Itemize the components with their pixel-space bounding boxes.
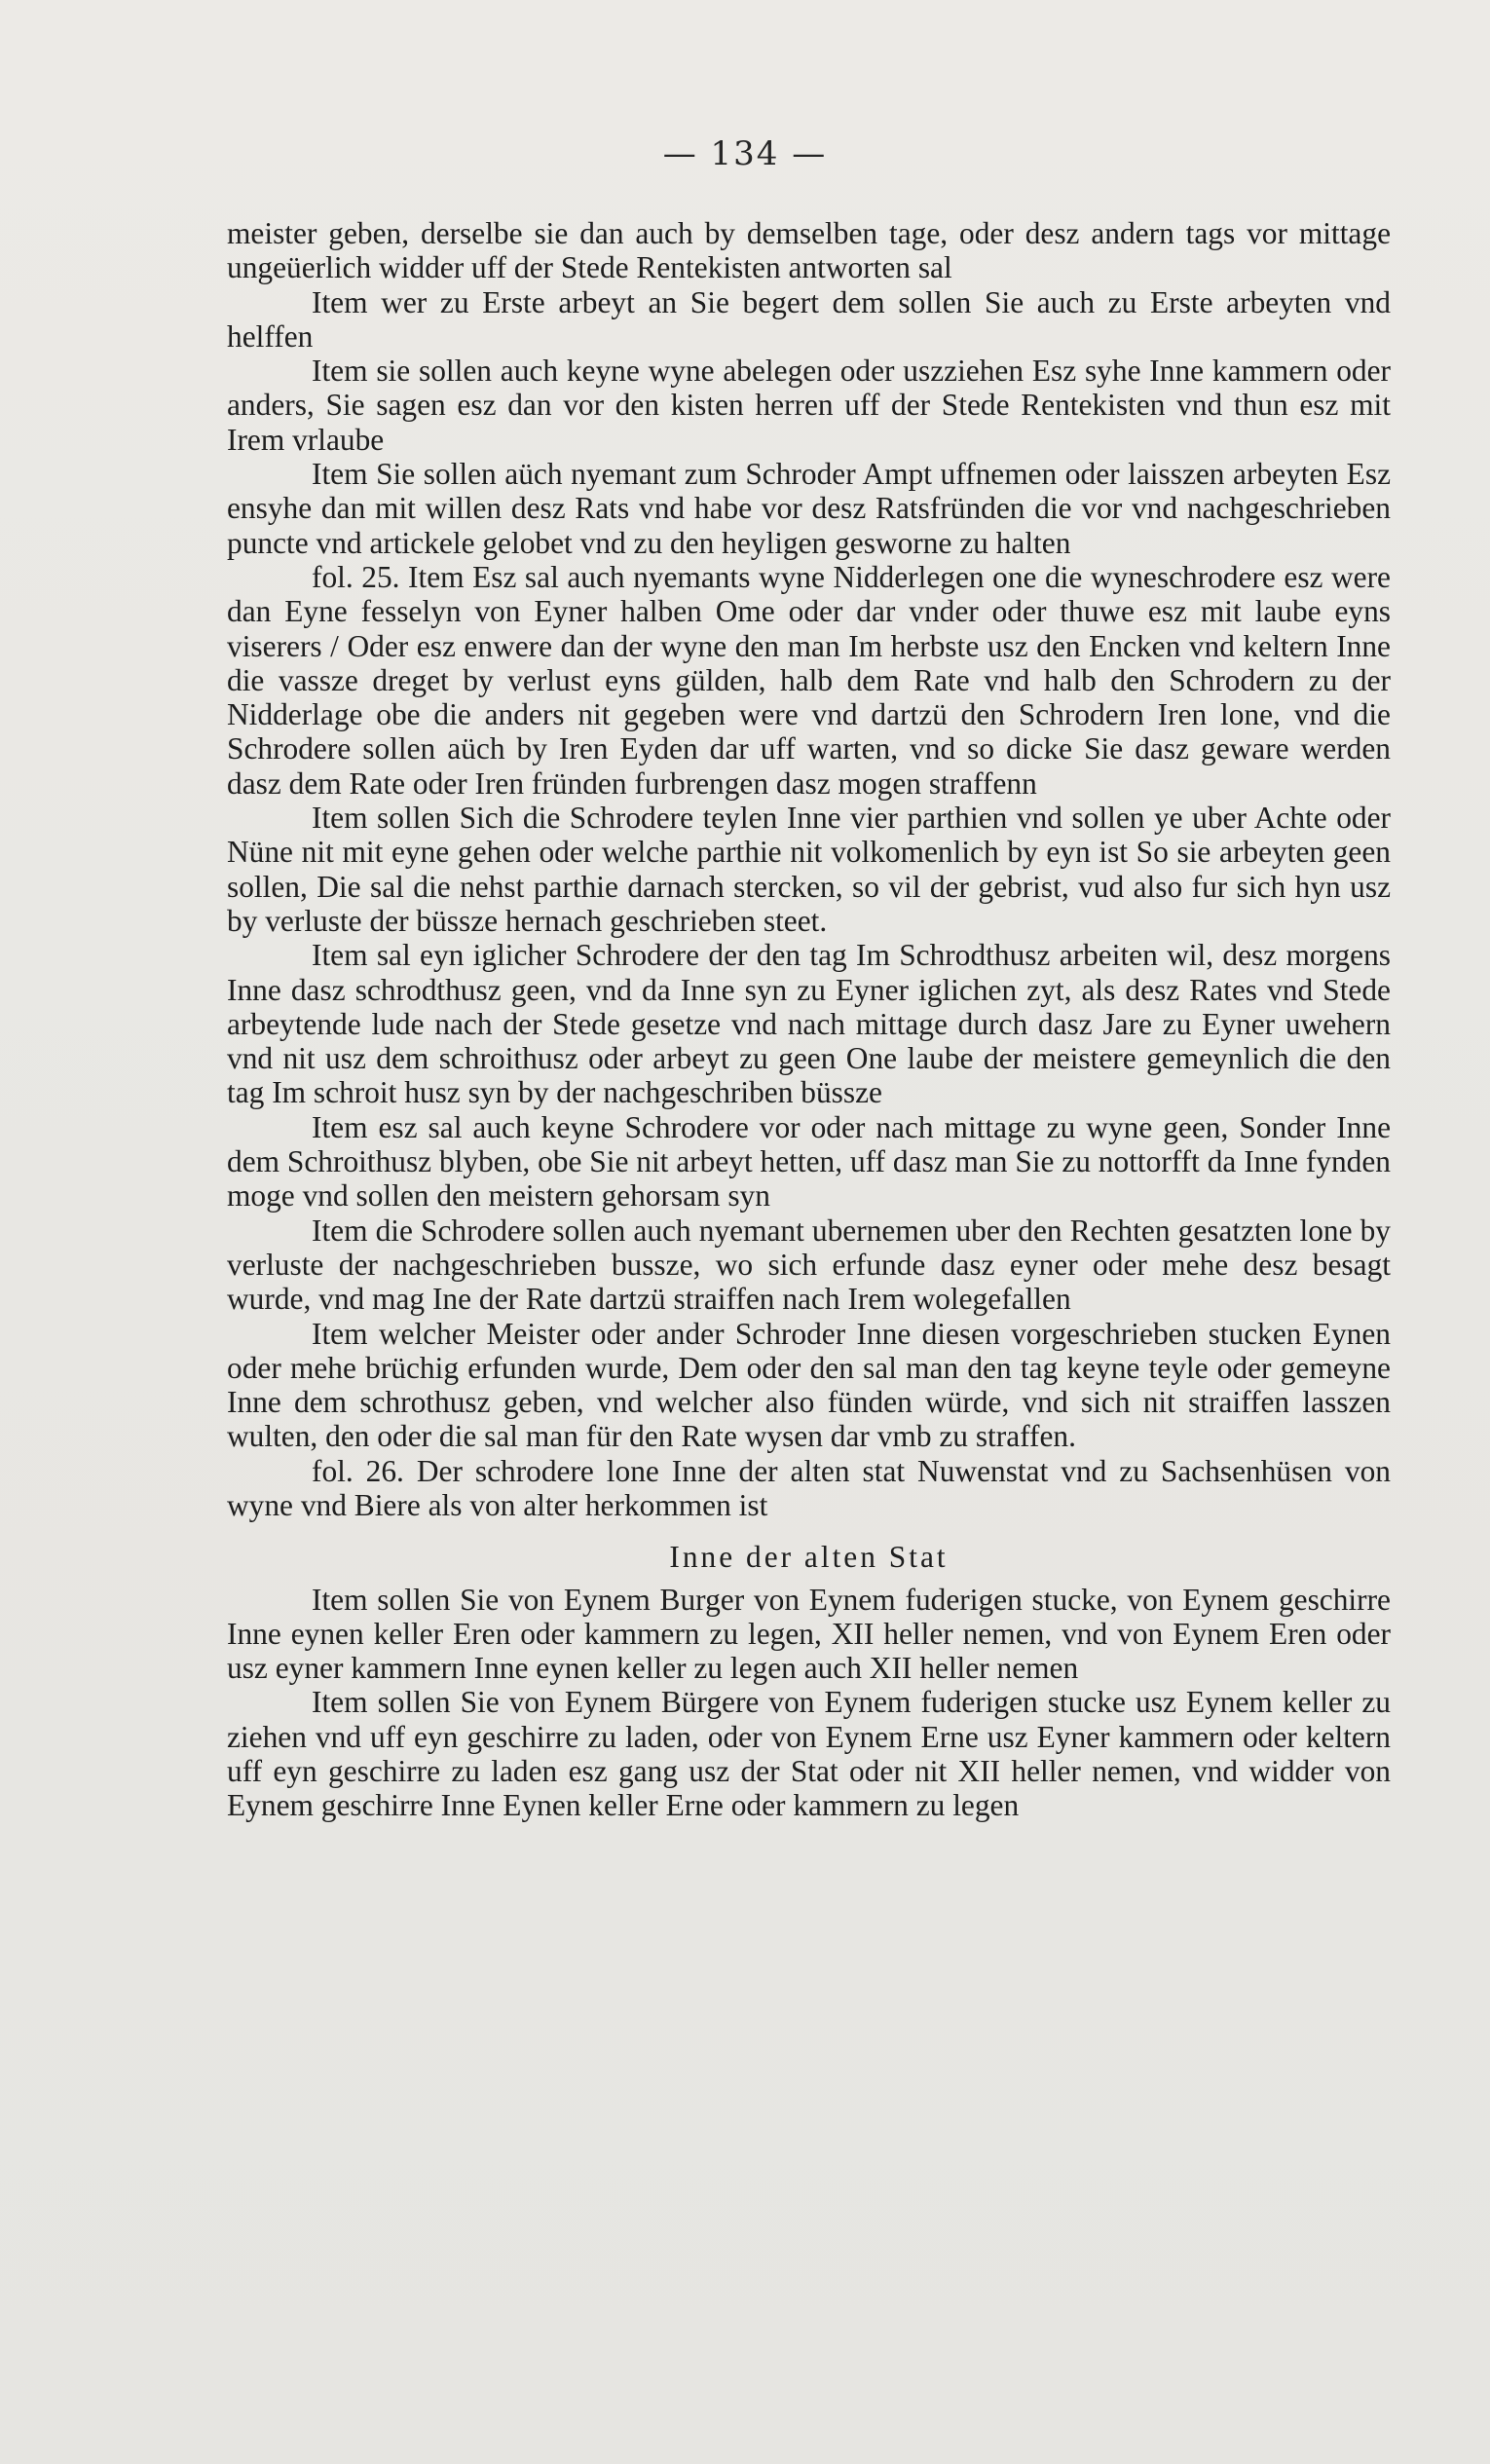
paragraph: Item sie sollen auch keyne wyne abelegen oder uszziehen Esz syhe Inne kammern oder anders, Sie sagen esz dan vor den kisten herren uff der Stede Rentekisten vnd thun esz mit Irem vrlaube [227, 354, 1391, 457]
section-heading: Inne der alten Stat [669, 1540, 949, 1575]
paragraph: Item Sie sollen aüch nyemant zum Schroder Ampt uffnemen oder laisszen arbeyten Esz ensyhe dan mit willen desz Rats vnd habe vor desz Ratsfründen die vor vnd nachgeschrieben puncte vnd artickele gelobet vnd zu den heyligen gesworne zu halten [227, 457, 1391, 560]
paragraph: Item sollen Sie von Eynem Bürgere von Eynem fuderigen stucke usz Eynem keller zu ziehen vnd uff eyn geschirre zu laden, oder von Eynem Erne usz Eyner kammern oder keltern uff eyn geschirre zu laden esz gang usz der Stat oder nit XII heller nemen, vnd widder von Eynem geschirre Inne Eynen keller Erne oder kammern zu legen [227, 1685, 1391, 1823]
paragraph: Item wer zu Erste arbeyt an Sie begert dem sollen Sie auch zu Erste arbeyten vnd helffen [227, 284, 1391, 354]
page-number: — 134 — [662, 134, 828, 173]
paragraph: Item sollen Sich die Schrodere teylen Inne vier parthien vnd sollen ye uber Achte oder Nüne nit mit eyne gehen oder welche parthie nit volkomenlich by eyn ist So sie arbeyten geen sollen, Die sal die nehst parthie darnach stercken, so vil der gebrist, vud also fur sich hyn usz by verluste der büssze hernach geschrieben steet. [227, 801, 1391, 938]
paragraph: Item welcher Meister oder ander Schroder Inne diesen vorgeschrieben stucken Eynen oder mehe brüchig erfunden wurde, Dem oder den sal man den tag keyne teyle oder gemeyne Inne dem schrothusz geben, vnd welcher also fünden würde, vnd sich nit straiffen lasszen wulten, den oder die sal man für den Rate wysen dar vmb zu straffen. [227, 1316, 1391, 1454]
paragraph: Item esz sal auch keyne Schrodere vor oder nach mittage zu wyne geen, Sonder Inne dem Schroithusz blyben, obe Sie nit arbeyt hetten, uff dasz man Sie zu nottorfft da Inne fynden moge vnd sollen den meistern gehorsam syn [227, 1109, 1391, 1213]
paragraph: fol. 25. Item Esz sal auch nyemants wyne Nidderlegen one die wyneschrodere esz were dan Eyne fesselyn von Eyner halben Ome oder dar vnder oder thuwe esz mit laube eyns viserers / Oder esz enwere dan der wyne den man Im herbste usz den Encken vnd keltern Inne die vassze dreget by verlust eyns gülden, halb dem Rate vnd halb den Schrodern zu der Nidderlage obe die anders nit gegeben were vnd dartzü den Schrodern Iren lone, vnd die Schrodere sollen aüch by Iren Eyden dar uff warten, vnd so dicke Sie dasz geware werden dasz dem Rate oder Iren fründen furbrengen dasz mogen straffenn [227, 559, 1391, 801]
paragraph: fol. 26. Der schrodere lone Inne der alten stat Nuwenstat vnd zu Sachsenhüsen von wyne vnd Biere als von alter herkommen ist [227, 1453, 1391, 1522]
paragraph: Item sollen Sie von Eynem Burger von Eynem fuderigen stucke, von Eynem geschirre Inne eynen keller Eren oder kammern zu legen, XII heller nemen, vnd von Eynem Eren oder usz eyner kammern Inne eynen keller zu legen auch XII heller nemen [227, 1582, 1391, 1686]
paragraph: Item sal eyn iglicher Schrodere der den tag Im Schrodthusz arbeiten wil, desz morgens Inne dasz schrodthusz geen, vnd da Inne syn zu Eyner iglichen zyt, als desz Rates vnd Stede arbeytende lude nach der Stede gesetze vnd nach mittage durch dasz Jare zu Eyner uwehern vnd nit usz dem schroithusz oder arbeyt zu geen One laube der meistere gemeynlich die den tag Im schroit husz syn by der nachgeschriben büssze [227, 938, 1391, 1110]
paragraph: Item die Schrodere sollen auch nyemant ubernemen uber den Rechten gesatzten lone by verluste der nachgeschrieben bussze, wo sich erfunde dasz eyner oder mehe desz besagt wurde, vnd mag Ine der Rate dartzü straiffen nach Irem wolegefallen [227, 1213, 1391, 1317]
paragraph: meister geben, derselbe sie dan auch by demselben tage, oder desz andern tags vor mittage ungeüerlich widder uff der Stede Rentekisten antworten sal [227, 216, 1391, 285]
body-text [227, 216, 1391, 1823]
